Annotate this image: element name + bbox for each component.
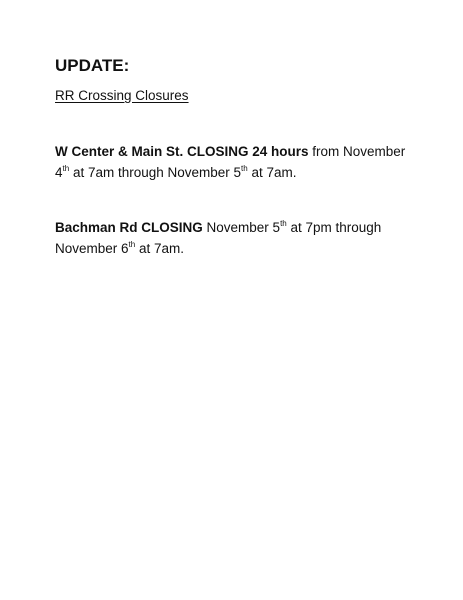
closure-notice-bold-lead: Bachman Rd CLOSING <box>55 220 203 235</box>
closure-notice-bold-lead: W Center & Main St. CLOSING 24 hours <box>55 144 309 159</box>
closure-notice-text: at 7pm through November 6 <box>55 220 382 256</box>
update-heading: UPDATE: <box>55 56 130 75</box>
closure-notice-text: at 7am through November 5 <box>69 165 242 180</box>
closure-notice-center-main <box>55 141 415 183</box>
closure-notice-bachman <box>55 217 415 259</box>
closures-subheading: RR Crossing Closures <box>55 88 189 103</box>
ordinal-suffix: th <box>62 164 70 173</box>
ordinal-suffix: th <box>128 240 136 249</box>
closure-notice-text: at 7am. <box>135 241 184 256</box>
closure-notice-text: at 7am. <box>247 165 297 180</box>
ordinal-suffix: th <box>280 219 287 228</box>
ordinal-suffix: th <box>241 164 248 173</box>
closure-notice-text: from November 4 <box>55 144 406 180</box>
closure-notice-text: November 5 <box>202 220 281 235</box>
